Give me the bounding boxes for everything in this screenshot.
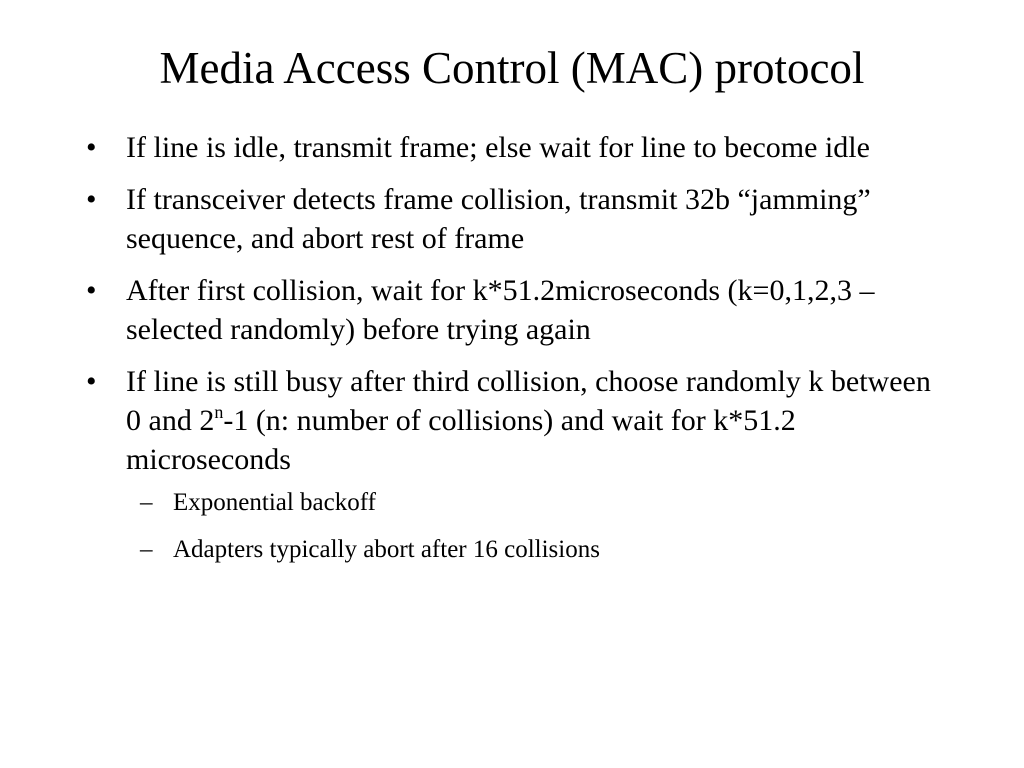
superscript-n: n bbox=[214, 402, 224, 422]
bullet-text: If line is idle, transmit frame; else wait for line to become idle bbox=[126, 131, 870, 164]
bullet-text: If transceiver detects frame collision, transmit 32b “jamming” sequence, and abort rest of frame bbox=[126, 183, 871, 255]
bullet-text bbox=[126, 365, 931, 476]
bullet-text: After first collision, wait for k*51.2microseconds (k=0,1,2,3 – selected randomly) before trying again bbox=[126, 274, 875, 346]
bullet-marker: • bbox=[86, 274, 97, 307]
sub-bullet-list bbox=[126, 486, 936, 566]
bullet-item bbox=[86, 180, 936, 258]
sub-bullet-text: Adapters typically abort after 16 collisions bbox=[173, 536, 600, 563]
sub-bullet-item bbox=[126, 533, 936, 566]
bullet-marker: • bbox=[86, 365, 97, 398]
sub-bullet-marker: – bbox=[140, 536, 153, 563]
bullet-marker: • bbox=[86, 131, 97, 164]
bullet-marker: • bbox=[86, 183, 97, 216]
bullet-item bbox=[86, 271, 936, 349]
sub-bullet-item bbox=[126, 486, 936, 519]
bullet-text-part: If line is still busy after third collision, choose randomly k between 0 and 2 bbox=[126, 365, 931, 437]
sub-bullet-marker: – bbox=[140, 489, 153, 516]
slide-title: Media Access Control (MAC) protocol bbox=[159, 43, 865, 93]
bullet-item bbox=[86, 128, 936, 167]
bullet-item bbox=[86, 362, 936, 566]
sub-bullet-text: Exponential backoff bbox=[173, 489, 376, 516]
bullet-list bbox=[86, 128, 936, 580]
bullet-text-part: -1 (n: number of collisions) and wait for k*51.2 microseconds bbox=[126, 404, 796, 476]
